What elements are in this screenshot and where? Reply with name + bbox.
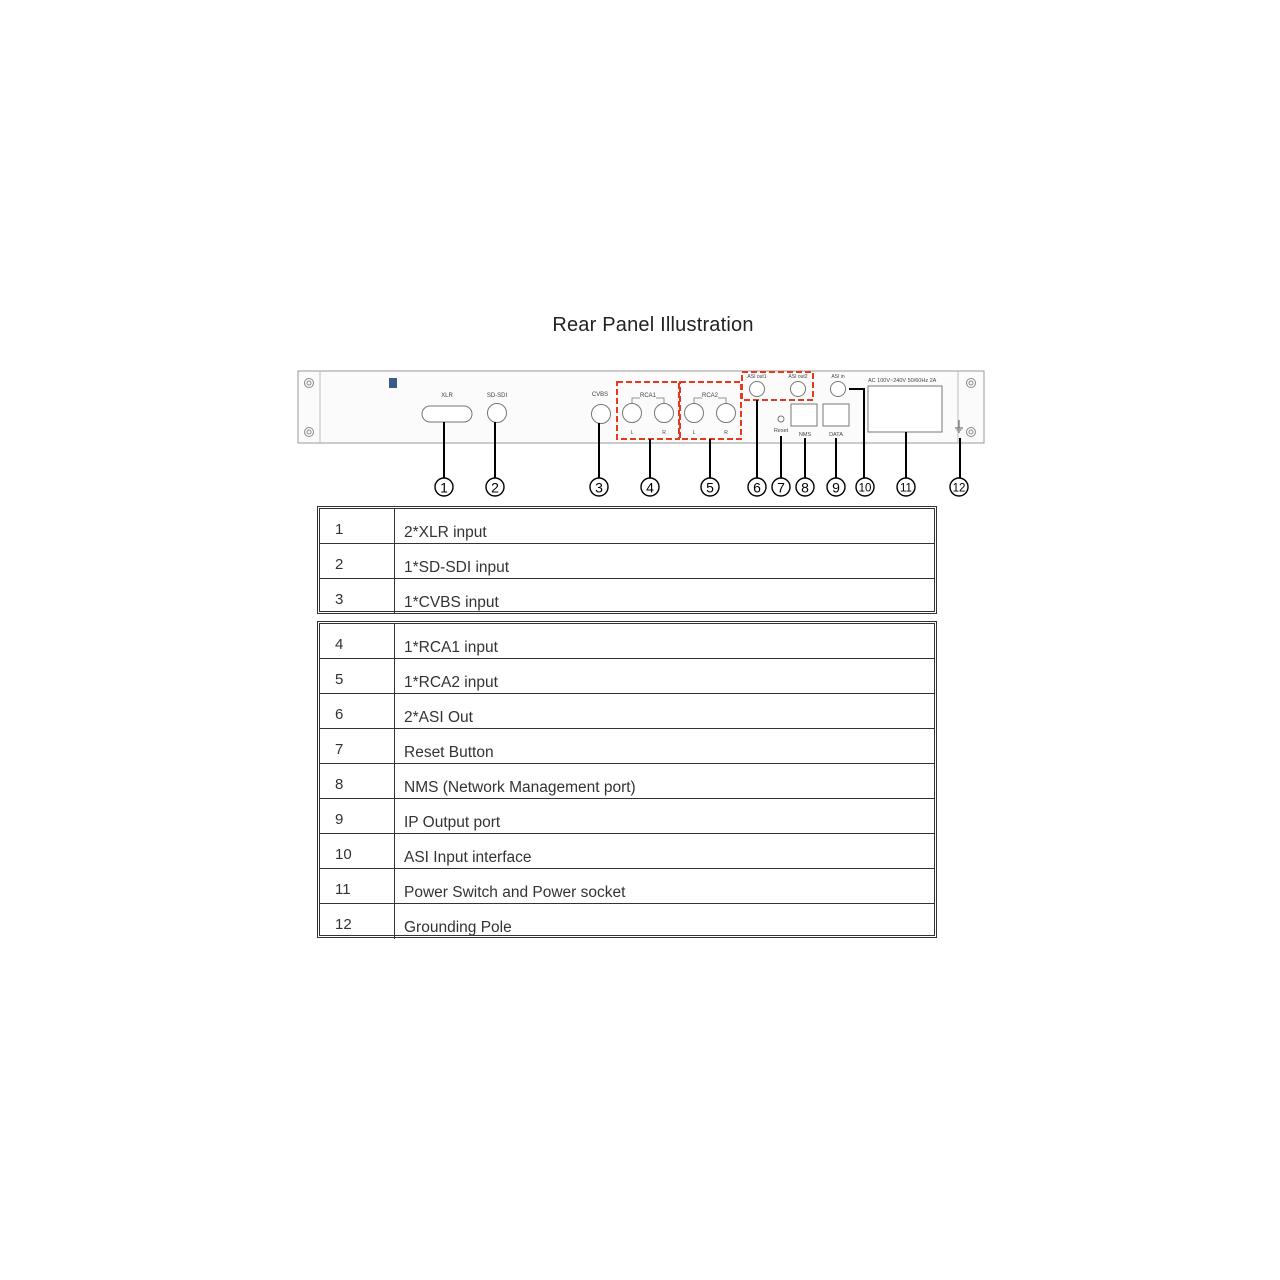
rca1-l-label: L — [630, 430, 634, 436]
asi-out2-connector — [791, 382, 806, 397]
row-number: 3 — [335, 591, 344, 608]
asi-out1-connector — [750, 382, 765, 397]
row-description: Grounding Pole — [404, 919, 512, 936]
row-description: Reset Button — [404, 744, 494, 761]
callout-1 — [435, 478, 453, 496]
callout-group — [435, 478, 968, 496]
callout-11 — [897, 478, 915, 496]
sdsdi-label: SD-SDI — [486, 393, 508, 399]
table-row — [320, 544, 934, 579]
power-label: AC 100V~240V 50/60Hz 2A — [868, 378, 937, 384]
row-description: NMS (Network Management port) — [404, 779, 636, 796]
row-number: 11 — [335, 881, 351, 898]
row-number: 1 — [335, 521, 344, 538]
table-row — [320, 509, 934, 544]
table-row — [320, 764, 934, 799]
row-number: 5 — [335, 671, 344, 688]
asi-out1-label: ASI out1 — [747, 374, 767, 380]
row-description: ASI Input interface — [404, 849, 532, 866]
callout-6-text: 6 — [753, 479, 761, 496]
table-row — [320, 869, 934, 904]
callout-7-text: 7 — [777, 479, 785, 496]
row-number-cell — [320, 509, 395, 543]
row-description: 1*SD-SDI input — [404, 559, 510, 576]
data-port — [823, 404, 849, 426]
row-number: 12 — [335, 916, 352, 933]
rca1-right-connector — [655, 404, 674, 423]
row-number-cell — [320, 764, 395, 798]
row-number-cell — [320, 694, 395, 728]
callout-5 — [701, 478, 719, 496]
row-number-cell — [320, 869, 395, 903]
row-description: Power Switch and Power socket — [404, 884, 626, 901]
callout-5-text: 5 — [706, 479, 714, 496]
callout-9-text: 9 — [832, 479, 840, 496]
row-number: 2 — [335, 556, 344, 573]
callout-9 — [827, 478, 845, 496]
row-number: 4 — [335, 636, 344, 653]
row-number-cell — [320, 659, 395, 693]
callout-4-text: 4 — [646, 479, 654, 496]
table-row — [320, 904, 934, 939]
callout-8 — [796, 478, 814, 496]
asi-in-label: ASI in — [831, 374, 845, 380]
reset-label: Reset — [773, 428, 789, 434]
badge-icon — [389, 378, 397, 388]
row-description: 1*RCA1 input — [404, 639, 498, 656]
row-description: 2*XLR input — [404, 524, 487, 541]
row-number-cell — [320, 579, 395, 614]
row-number: 8 — [335, 776, 344, 793]
nms-port — [791, 404, 817, 426]
table-row — [320, 834, 934, 869]
table-row — [320, 799, 934, 834]
reset-button — [778, 416, 784, 422]
asi-out2-label: ASI out2 — [788, 374, 808, 380]
row-description: 1*RCA2 input — [404, 674, 498, 691]
callout-2-text: 2 — [491, 479, 499, 496]
nms-label: NMS — [798, 432, 812, 438]
xlr-connector — [422, 406, 472, 422]
callout-11-text: 11 — [900, 482, 912, 495]
callout-7 — [772, 478, 790, 496]
cvbs-connector — [592, 405, 611, 424]
row-number: 6 — [335, 706, 344, 723]
sdsdi-connector — [488, 404, 507, 423]
rca2-r-label: R — [724, 430, 728, 436]
rca2-label: RCA2 — [701, 393, 719, 399]
asi-in-connector — [831, 382, 846, 397]
row-number-cell — [320, 729, 395, 763]
row-number: 9 — [335, 811, 344, 828]
callout-1-text: 1 — [440, 479, 448, 496]
rca2-l-label: L — [692, 430, 696, 436]
rca1-left-connector — [623, 404, 642, 423]
callout-6 — [748, 478, 766, 496]
table-row — [320, 579, 934, 614]
callout-10 — [856, 478, 874, 496]
row-description: 2*ASI Out — [404, 709, 473, 726]
row-number: 7 — [335, 741, 344, 758]
row-number-cell — [320, 544, 395, 578]
diagram-title: Rear Panel Illustration — [552, 314, 754, 336]
callout-12-text: 12 — [952, 482, 966, 495]
callout-8-text: 8 — [801, 479, 809, 496]
cvbs-label: CVBS — [591, 392, 609, 398]
port-table-inputs — [317, 506, 937, 614]
callout-12 — [950, 478, 968, 496]
callout-10-text: 10 — [858, 482, 872, 495]
table-row — [320, 659, 934, 694]
row-number-cell — [320, 624, 395, 658]
table-row — [320, 729, 934, 764]
row-description: 1*CVBS input — [404, 594, 499, 611]
callout-2 — [486, 478, 504, 496]
callout-3 — [590, 478, 608, 496]
data-label: DATA — [829, 432, 843, 438]
callout-3-text: 3 — [595, 479, 603, 496]
power-socket — [868, 386, 942, 432]
table-row — [320, 624, 934, 659]
callout-4 — [641, 478, 659, 496]
rear-panel-diagram — [0, 360, 1000, 500]
port-table-other — [317, 621, 937, 938]
rca2-right-connector — [717, 404, 736, 423]
row-description: IP Output port — [404, 814, 501, 831]
xlr-label: XLR — [441, 393, 453, 399]
rca2-left-connector — [685, 404, 704, 423]
row-number-cell — [320, 799, 395, 833]
rca1-label: RCA1 — [639, 393, 657, 399]
row-number: 10 — [335, 846, 352, 863]
rca1-r-label: R — [662, 430, 666, 436]
row-number-cell — [320, 904, 395, 939]
table-row — [320, 694, 934, 729]
row-number-cell — [320, 834, 395, 868]
